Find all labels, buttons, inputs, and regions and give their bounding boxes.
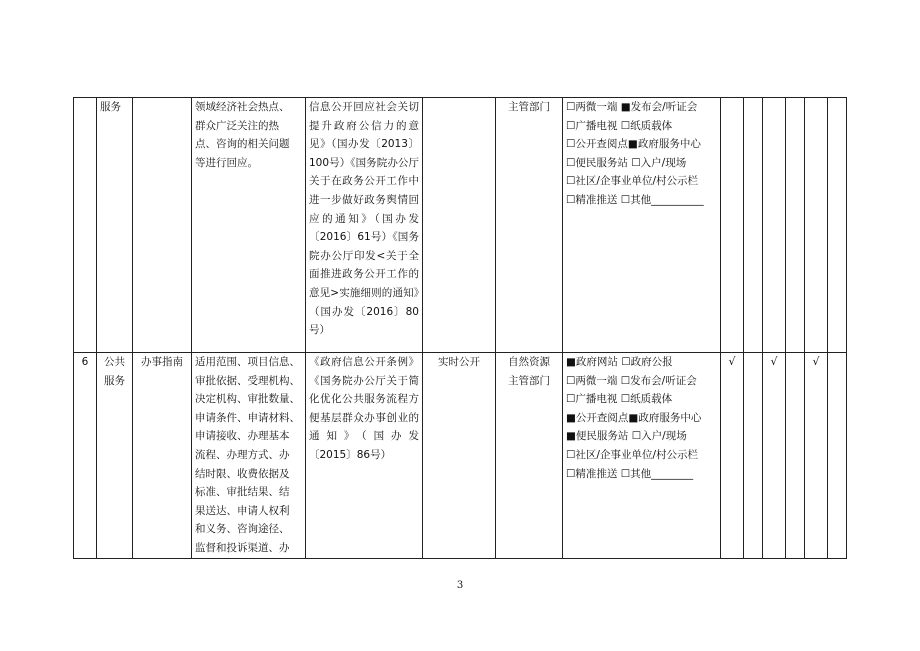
- check-cell: √: [721, 353, 744, 559]
- table-row: [74, 98, 847, 353]
- check-cell: [828, 98, 847, 353]
- row-content: 领域经济社会热点、 群众广泛关注的热 点、咨询的相关问题 等进行回应。: [192, 98, 306, 353]
- check-cell: [786, 353, 805, 559]
- check-cell: [805, 98, 828, 353]
- row-subitem: [133, 98, 192, 353]
- row-subject: 自然资源 主管部门: [496, 353, 563, 559]
- table-row: [74, 353, 847, 559]
- channel-option: ☐精准推送 ☐其他__________: [566, 193, 704, 206]
- row-subject: 主管部门: [496, 98, 563, 353]
- channel-option: ■便民服务站 ☐入户/现场: [566, 430, 687, 443]
- channel-option: ☐两微一端 ☐发布会/听证会: [566, 374, 697, 387]
- row-content: 适用范围、项目信息、 审批依据、受理机构、 决定机构、审批数量、 申请条件、申请材料、 申请接收、办理基本 流程、办理方式、办 结时限、收费依据及 标准、审批结果、结 果送达、申请人权利 和义务、咨询途径、 监督和投诉渠道、办: [192, 353, 306, 559]
- check-cell: [744, 353, 763, 559]
- channel-option: ☐公开查阅点■政府服务中心: [566, 138, 701, 151]
- row-channels: [563, 98, 721, 353]
- channel-option: ☐两微一端 ■发布会/听证会: [566, 101, 698, 113]
- check-cell: [828, 353, 847, 559]
- check-cell: √: [805, 353, 828, 559]
- row-subitem: 办事指南: [133, 353, 192, 559]
- row-category: 服务: [97, 98, 133, 353]
- channel-option: ☐社区/企事业单位/村公示栏: [566, 175, 698, 188]
- check-cell: [763, 98, 786, 353]
- row-index: [74, 98, 97, 353]
- channel-option: ☐精准推送 ☐其他________: [566, 467, 694, 480]
- check-cell: [744, 98, 763, 353]
- row-category: 公共 服务: [97, 353, 133, 559]
- page-number: 3: [456, 580, 464, 591]
- channel-option: ☐便民服务站 ☐入户/现场: [566, 156, 687, 169]
- row-timing: 实时公开: [423, 353, 496, 559]
- channel-option: ■公开查阅点■政府服务中心: [566, 411, 702, 424]
- channel-option: ☐广播电视 ☐纸质载体: [566, 393, 673, 406]
- channel-option: ■政府网站 ☐政府公报: [566, 356, 673, 368]
- check-cell: [786, 98, 805, 353]
- row-index: 6: [74, 353, 97, 559]
- disclosure-table: [73, 97, 847, 559]
- row-basis: 信息公开回应社会关切提升政府公信力的意见》（国办发〔2013〕100号）《国务院办公厅关于在政务公开工作中进一步做好政务舆情回应的通知》（国办发〔2016〕61号）《国务院办公厅印发<关于全面推进政务公开工作的意见>实施细则的通知》（国办发〔2016〕80号）: [306, 98, 423, 353]
- check-cell: [721, 98, 744, 353]
- row-timing: [423, 98, 496, 353]
- channel-option: ☐广播电视 ☐纸质载体: [566, 119, 673, 132]
- channel-option: ☐社区/企事业单位/村公示栏: [566, 448, 698, 461]
- check-cell: √: [763, 353, 786, 559]
- row-channels: [563, 353, 721, 559]
- row-basis: 《政府信息公开条例》《国务院办公厅关于简化优化公共服务流程方便基层群众办事创业的通知》（国办发〔2015〕86号）: [306, 353, 423, 559]
